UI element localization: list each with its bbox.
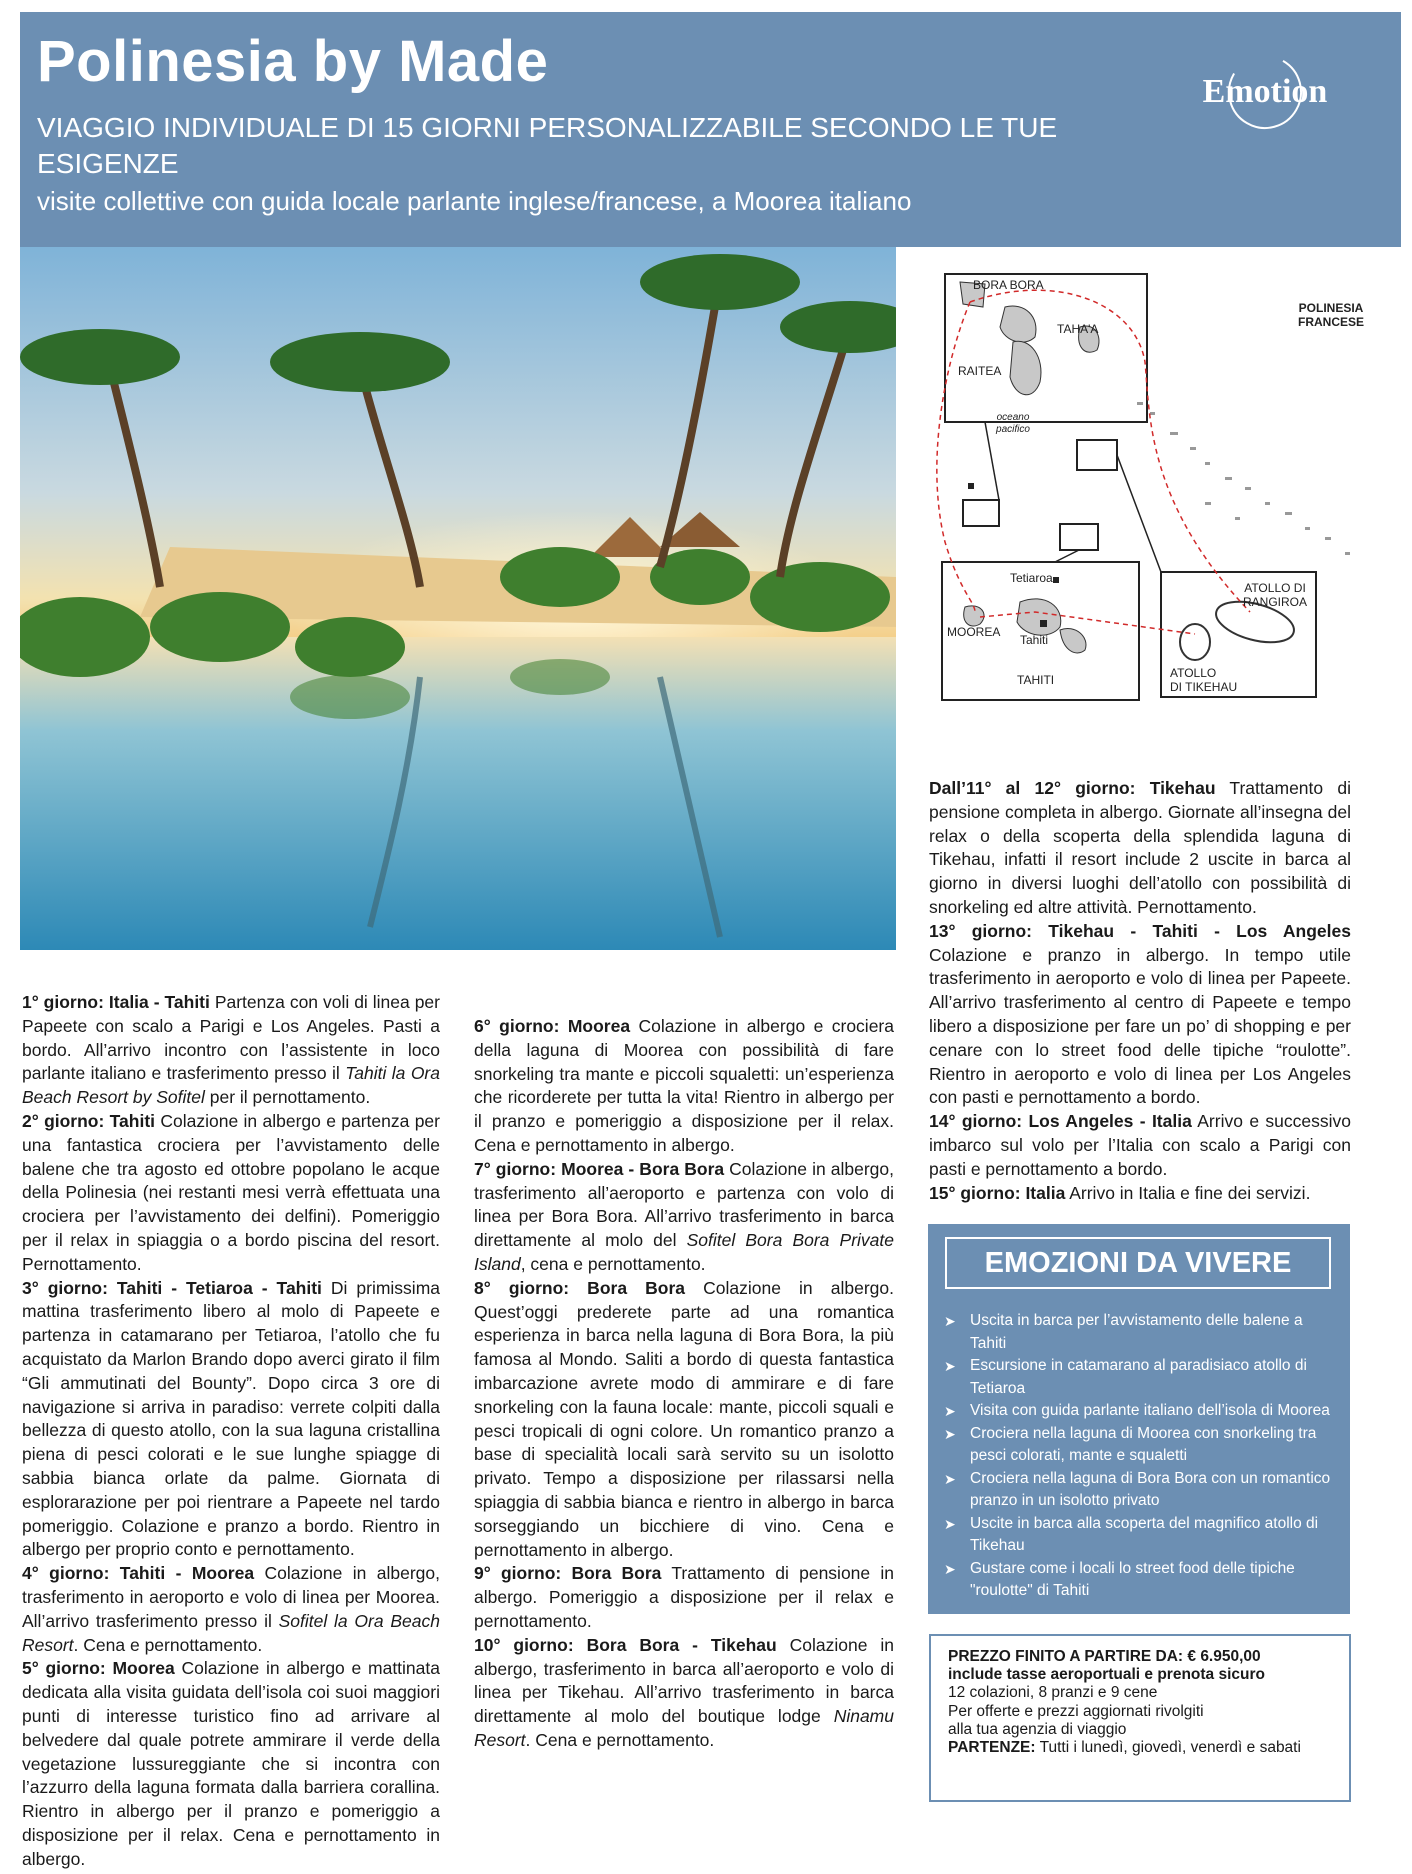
itinerary-column-1 (22, 991, 440, 1871)
day-13: 13° giorno: Tikehau - Tahiti - Los Angeles Colazione e pranzo in albergo. In tempo utile trasferimento in aeroporto e volo di linea per Papeete. All’arrivo trasferimento al centro di Papeete e tempo libero a disposizione per fare un po’ di shopping e per cenare con lo street food delle tipiche “roulotte”. Rientro in aeroporto e volo di linea per Los Angeles con pasti e pernottamento a bordo. (929, 920, 1351, 1108)
svg-text:FRANCESE: FRANCESE (1297, 315, 1365, 329)
svg-text:POLINESIA: POLINESIA (1298, 301, 1364, 315)
emozioni-item: ➤ Gustare come i locali lo street food delle tipiche "roulotte" di Tahiti (944, 1559, 1295, 1599)
svg-text:MOOREA: MOOREA (947, 625, 1001, 639)
day-15: 15° giorno: Italia Arrivo in Italia e fine dei servizi. (929, 1182, 1311, 1203)
emozioni-item: ➤ Crociera nella laguna di Moorea con snorkeling tra pesci colorati, mante e squaletti (944, 1424, 1317, 1464)
page-subtitle: VIAGGIO INDIVIDUALE DI 15 GIORNI PERSONALIZZABILE SECONDO LE TUE ESIGENZE (37, 112, 1058, 179)
emozioni-item: ➤ Visita con guida parlante italiano dell’isola di Moorea (942, 1400, 1342, 1423)
day-1: 1° giorno: Italia - Tahiti Partenza con voli di linea per Papeete con scalo a Parigi e Los Angeles. Pasti a bordo. All’arrivo incontro con l’assistente in loco parlante italiano e trasferimento presso il Tahiti la Ora Beach Resort by Sofitel per il pernottamento. (22, 992, 440, 1108)
price-headline: PREZZO FINITO A PARTIRE DA: € 6.950,00 (948, 1648, 1261, 1665)
svg-text:ATOLLO DI: ATOLLO DI (1244, 581, 1306, 595)
price-departures: PARTENZE: Tutti i lunedì, giovedì, venerdì e sabati (948, 1739, 1301, 1757)
arrow-icon: ➤ (944, 1515, 956, 1532)
day-9: 9° giorno: Bora Bora Trattamento di pensione in albergo. Pomeriggio a disposizione per il relax e pernottamento. (474, 1563, 894, 1631)
day-11-12: Dall’11° al 12° giorno: Tikehau Trattamento di pensione completa in albergo. Giornate all’insegna del relax o della scoperta della splendida laguna di Tikehau, infatti il resort include 2 uscite in barca al giorno in diversi luoghi dell’atollo con possibilità di snorkeling ed altre attività. Pernottamento. (929, 778, 1351, 917)
svg-text:Emotion: Emotion (1202, 73, 1328, 110)
arrow-icon: ➤ (944, 1425, 956, 1442)
day-14: 14° giorno: Los Angeles - Italia Arrivo e successivo imbarco sul volo per l’Italia con scalo a Parigi con pasti e pernottamento a bordo. (929, 1111, 1352, 1179)
emozioni-item: ➤ Uscita in barca per l’avvistamento delle balene a Tahiti (944, 1312, 1303, 1352)
arrow-icon: ➤ (944, 1403, 956, 1419)
itinerary-column-3 (929, 777, 1351, 1205)
price-details (948, 1648, 1338, 1757)
emotion-logo (1175, 50, 1355, 130)
svg-text:RANGIROA: RANGIROA (1242, 595, 1308, 609)
day-2: 2° giorno: Tahiti Colazione in albergo e partenza per una fantastica crociera per l’avvistamento delle balene che tra agosto ed ottobre popolano le acque della Polinesia (nei restanti mesi verrà effettuata una crociera per l’avvistamento dei delfini). Pomeriggio per il relax in spiaggia o a bordo piscina del resort. Pernottamento. (22, 1110, 440, 1274)
day-6: 6° giorno: Moorea Colazione in albergo e crociera della laguna di Moorea con possibilità di fare snorkeling tra mante e piccoli squaletti: un’esperienza che ricorderete per tutta la vita! Rientro in albergo per il pranzo e pomeriggio a disposizione per il relax. Cena e pernottamento in albergo. (474, 1016, 894, 1155)
day-5: 5° giorno: Moorea Colazione in albergo e mattinata dedicata alla visita guidata dell’isola coi suoi maggiori punti di interesse turistico fino ad arrivare al belvedere dal quale potrete ammirare il verde della vegetazione lussureggiante che si incontra con l’azzurro della laguna formata dalla barriera corallina. Rientro in albergo per il pranzo e pomeriggio a disposizione per il relax. Cena e pernottamento in albergo. (22, 1658, 440, 1869)
beach-photo (20, 247, 896, 950)
page-tagline: visite collettive con guida locale parlante inglese/francese, a Moorea italiano (37, 186, 912, 216)
svg-text:RAITEA: RAITEA (958, 364, 1002, 378)
emozioni-title: EMOZIONI DA VIVERE (945, 1237, 1331, 1289)
price-meals: 12 colazioni, 8 pranzi e 9 cene (948, 1684, 1158, 1702)
arrow-icon: ➤ (944, 1560, 956, 1577)
day-3: 3° giorno: Tahiti - Tetiaroa - Tahiti Di primissima mattina trasferimento libero al molo di Papeete e partenza in catamarano per Tetiaroa, l’atollo che fu acquistato da Marlon Brando dopo averci girato il film “Gli ammutinati del Bounty”. Dopo circa 3 ore di navigazione si arriva in paradiso: verrete colpiti dalla bellezza di questo atollo, con la sua laguna cristallina piena di pesci colorati e le sue lunghe spiagge di sabbia bianca orlate da palme. Giornata di esplorarazione per poi rientrare a Papeete nel tardo pomeriggio. Colazione e pranzo a bordo. Rientro in albergo per proprio conto e pernottamento. (22, 1277, 440, 1560)
svg-text:TAHA'A: TAHA'A (1057, 322, 1099, 336)
emozioni-item: ➤ Uscite in barca alla scoperta del magnifico atollo di Tikehau (944, 1514, 1319, 1554)
itinerary-column-2 (474, 1015, 894, 1753)
day-10: 10° giorno: Bora Bora - Tikehau Colazione in albergo, trasferimento in barca all’aeroporto e volo di linea per Tikehau. All’arrivo trasferimento in barca direttamente al molo del boutique lodge Ninamu Resort. Cena e pernottamento. (474, 1634, 895, 1750)
price-offers: Per offerte e prezzi aggiornati rivolgiti (948, 1702, 1204, 1720)
day-7: 7° giorno: Moorea - Bora Bora Colazione in albergo, trasferimento all’aeroporto e partenza con volo di linea per Bora Bora. All’arrivo trasferimento in barca direttamente al molo del Sofitel Bora Bora Private Island, cena e pernottamento. (474, 1158, 894, 1274)
svg-text:pacifico: pacifico (996, 424, 1030, 435)
page-title: Polinesia by Made (37, 29, 549, 94)
svg-text:ATOLLO: ATOLLO (1170, 666, 1217, 680)
day-8: 8° giorno: Bora Bora Colazione in albergo. Quest’oggi prederete parte ad una romantica esperienza in barca nella laguna di Bora Bora, la più famosa al Mondo. Saliti a bordo di questa fantastica imbarcazione avrete modo di ammirare e di fare snorkeling con la fauna locale: mante, piccoli squali e pesci tropicali di ogni colore. Un romantico pranzo a base di specialità locali sarà servito su un isolotto privato. Tempo a disposizione per rilassarsi nella spiaggia di sabbia bianca e rientro in albergo in barca sorseggiando un bicchiere di vino. Cena e pernottamento in albergo. (474, 1277, 894, 1560)
svg-text:DI TIKEHAU: DI TIKEHAU (1170, 680, 1238, 694)
arrow-icon: ➤ (944, 1470, 956, 1487)
itinerary-map (905, 262, 1385, 712)
arrow-icon: ➤ (944, 1313, 956, 1329)
svg-text:BORA BORA: BORA BORA (973, 278, 1044, 292)
price-includes: include tasse aeroportuali e prenota sicuro (948, 1666, 1265, 1684)
svg-text:Tahiti: Tahiti (1020, 633, 1049, 647)
price-agency: alla tua agenzia di viaggio (948, 1720, 1127, 1738)
svg-text:TAHITI: TAHITI (1017, 673, 1055, 687)
day-4: 4° giorno: Tahiti - Moorea Colazione in albergo, trasferimento in aeroporto e volo di linea per Moorea. All’arrivo trasferimento presso il Sofitel la Ora Beach Resort. Cena e pernottamento. (22, 1563, 441, 1655)
emozioni-list (942, 1310, 1342, 1603)
emozioni-item: ➤ Escursione in catamarano al paradisiaco atollo di Tetiaroa (944, 1357, 1307, 1397)
emozioni-item: ➤ Crociera nella laguna di Bora Bora con un romantico pranzo in un isolotto privato (944, 1469, 1331, 1509)
svg-text:oceano: oceano (996, 412, 1030, 423)
arrow-icon: ➤ (944, 1358, 956, 1374)
svg-text:Tetiaroa: Tetiaroa (1010, 571, 1053, 585)
